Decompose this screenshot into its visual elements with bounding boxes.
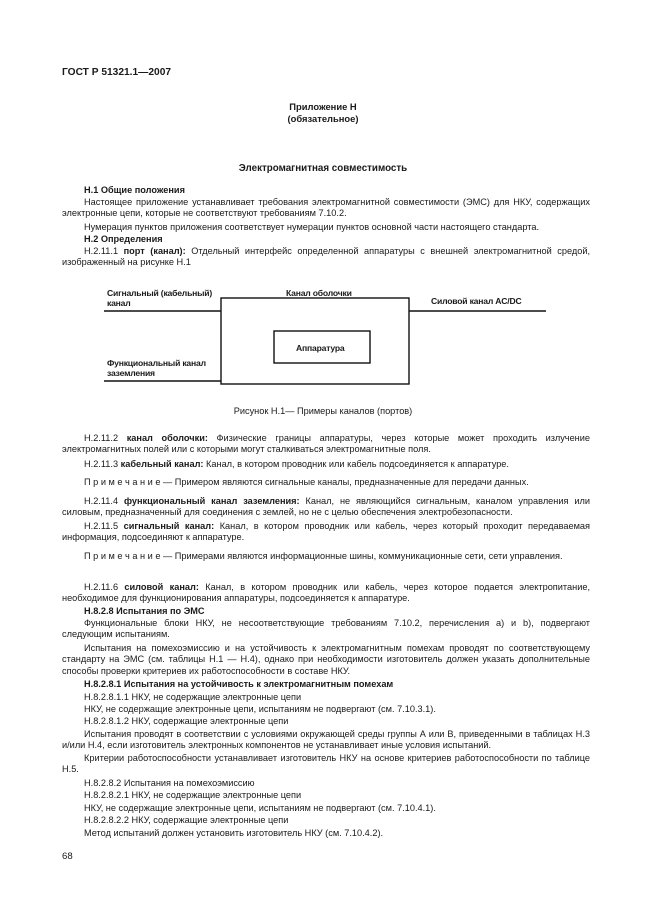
document-header: ГОСТ Р 51321.1—2007 — [62, 67, 172, 78]
definition-enclosure: Н.2.11.2 канал оболочки: Физические границы аппаратуры, через которые может проходить излучение электромагнитных полей или с которыми могут сталкиваться электромагнитные поля. — [62, 433, 590, 455]
appendix-status: (обязательное) — [287, 113, 359, 124]
line-immunity-1: Н.8.2.8.1.1 НКУ, не содержащие электронные цепи — [84, 692, 302, 702]
note-1: П р и м е ч а н и е — Примером являются сигнальные каналы, предназначенные для передачи данных. — [84, 477, 529, 487]
enclosure-rect — [221, 298, 409, 384]
line-emission-4: Н.8.2.8.2.2 НКУ, содержащие электронные цепи — [84, 815, 289, 825]
definition-signal: Н.2.11.5 сигнальный канал: Канал, в котором проводник или кабель, через который проходит передаваемая информация, подсоединяют к аппаратуре. — [62, 521, 591, 543]
line-emission-1: Н.8.2.8.2 Испытания на помехоэмиссию — [84, 778, 255, 788]
power-port-label: Силовой канал AC/DC — [431, 296, 522, 306]
section-title: Электромагнитная совместимость — [238, 163, 408, 174]
line-emission-2: Н.8.2.8.2.1 НКУ, не содержащие электронные цепи — [84, 790, 302, 800]
signal-port-label: Сигнальный (кабельный) канал — [107, 288, 213, 308]
line-emission-5: Метод испытаний должен установить изготовитель НКУ (см. 7.10.4.2). — [84, 828, 384, 838]
definition-port: Н.2.11.1 порт (канал): Отдельный интерфейс определенной аппаратуры с внешней электромагнитной средой, изображенный на рисунке Н.1 — [62, 246, 591, 268]
heading-emc-tests: Н.8.2.8 Испытания по ЭМС — [84, 606, 205, 616]
heading-h2: Н.2 Определения — [84, 234, 163, 244]
paragraph-criteria: Критерии работоспособности устанавливает изготовитель НКУ на основе критериев работоспособности по таблице Н.5. — [62, 753, 590, 775]
heading-h1: Н.1 Общие положения — [84, 185, 185, 195]
line-emission-3: НКУ, не содержащие электронные цепи, испытаниям не подвергают (см. 7.10.4.1). — [84, 803, 436, 813]
enclosure-port-label: Канал оболочки — [286, 288, 352, 298]
heading-immunity: Н.8.2.8.1 Испытания на устойчивость к электромагнитным помехам — [84, 679, 394, 689]
paragraph-h1-1: Настоящее приложение устанавливает требования электромагнитной совместимости (ЭМС) для НКУ, содержащих электронные цепи, которые не соответствуют требованиям 7.10.2. — [62, 197, 590, 219]
figure-ports-diagram — [0, 0, 646, 420]
apparatus-label: Аппаратура — [296, 343, 345, 353]
page-number: 68 — [62, 851, 73, 862]
definition-power: Н.2.11.6 силовой канал: Канал, в котором проводник или кабель, через которое подается электропитание, необходимое для функционирования аппаратуры, подсоединяется к аппаратуре. — [62, 582, 590, 604]
note-2: П р и м е ч а н и е — Примерами являются информационные шины, коммуникационные сети, сети управления. — [84, 551, 563, 561]
figure-caption: Рисунок Н.1— Примеры каналов (портов) — [233, 406, 413, 416]
line-immunity-3: Н.8.2.8.1.2 НКУ, содержащие электронные цепи — [84, 716, 289, 726]
line-immunity-2: НКУ, не содержащие электронные цепи, испытаниям не подвергают (см. 7.10.3.1). — [84, 704, 436, 714]
paragraph-h1-2: Нумерация пунктов приложения соответствует нумерации пунктов основной части настоящего стандарта. — [84, 222, 540, 232]
paragraph-tests-2: Испытания на помехоэмиссию и на устойчивость к электромагнитным помехам проводят по соответствующему стандарту на ЭМС (см. таблицы Н.1 — Н.4), однако при необходимости изготовитель должен указать дополнительные способы проверки критериев их работоспособности в составе НКУ. — [62, 643, 590, 676]
definition-cable: Н.2.11.3 кабельный канал: Канал, в котором проводник или кабель подсоединяется к аппаратуре. — [84, 459, 509, 469]
paragraph-conditions: Испытания проводят в соответствии с условиями окружающей среды группы А или В, приведенными в таблицах Н.3 и/или Н.4, если изготовитель электронных компонентов не устанавливает иные условия испытаний. — [62, 729, 590, 751]
earth-port-label: Функциональный канал заземления — [107, 358, 206, 378]
appendix-title: Приложение Н — [289, 101, 357, 112]
definition-earth: Н.2.11.4 функциональный канал заземления: Канал, не являющийся сигнальным, каналом управления или силовым, предназначенный для соединения с землей, но не с целью обеспечения электробезопасности. — [62, 496, 590, 518]
paragraph-tests-1: Функциональные блоки НКУ, не несоответствующие требованиям 7.10.2, перечисления а) и b), подвергают следующим испытаниям. — [62, 618, 590, 640]
